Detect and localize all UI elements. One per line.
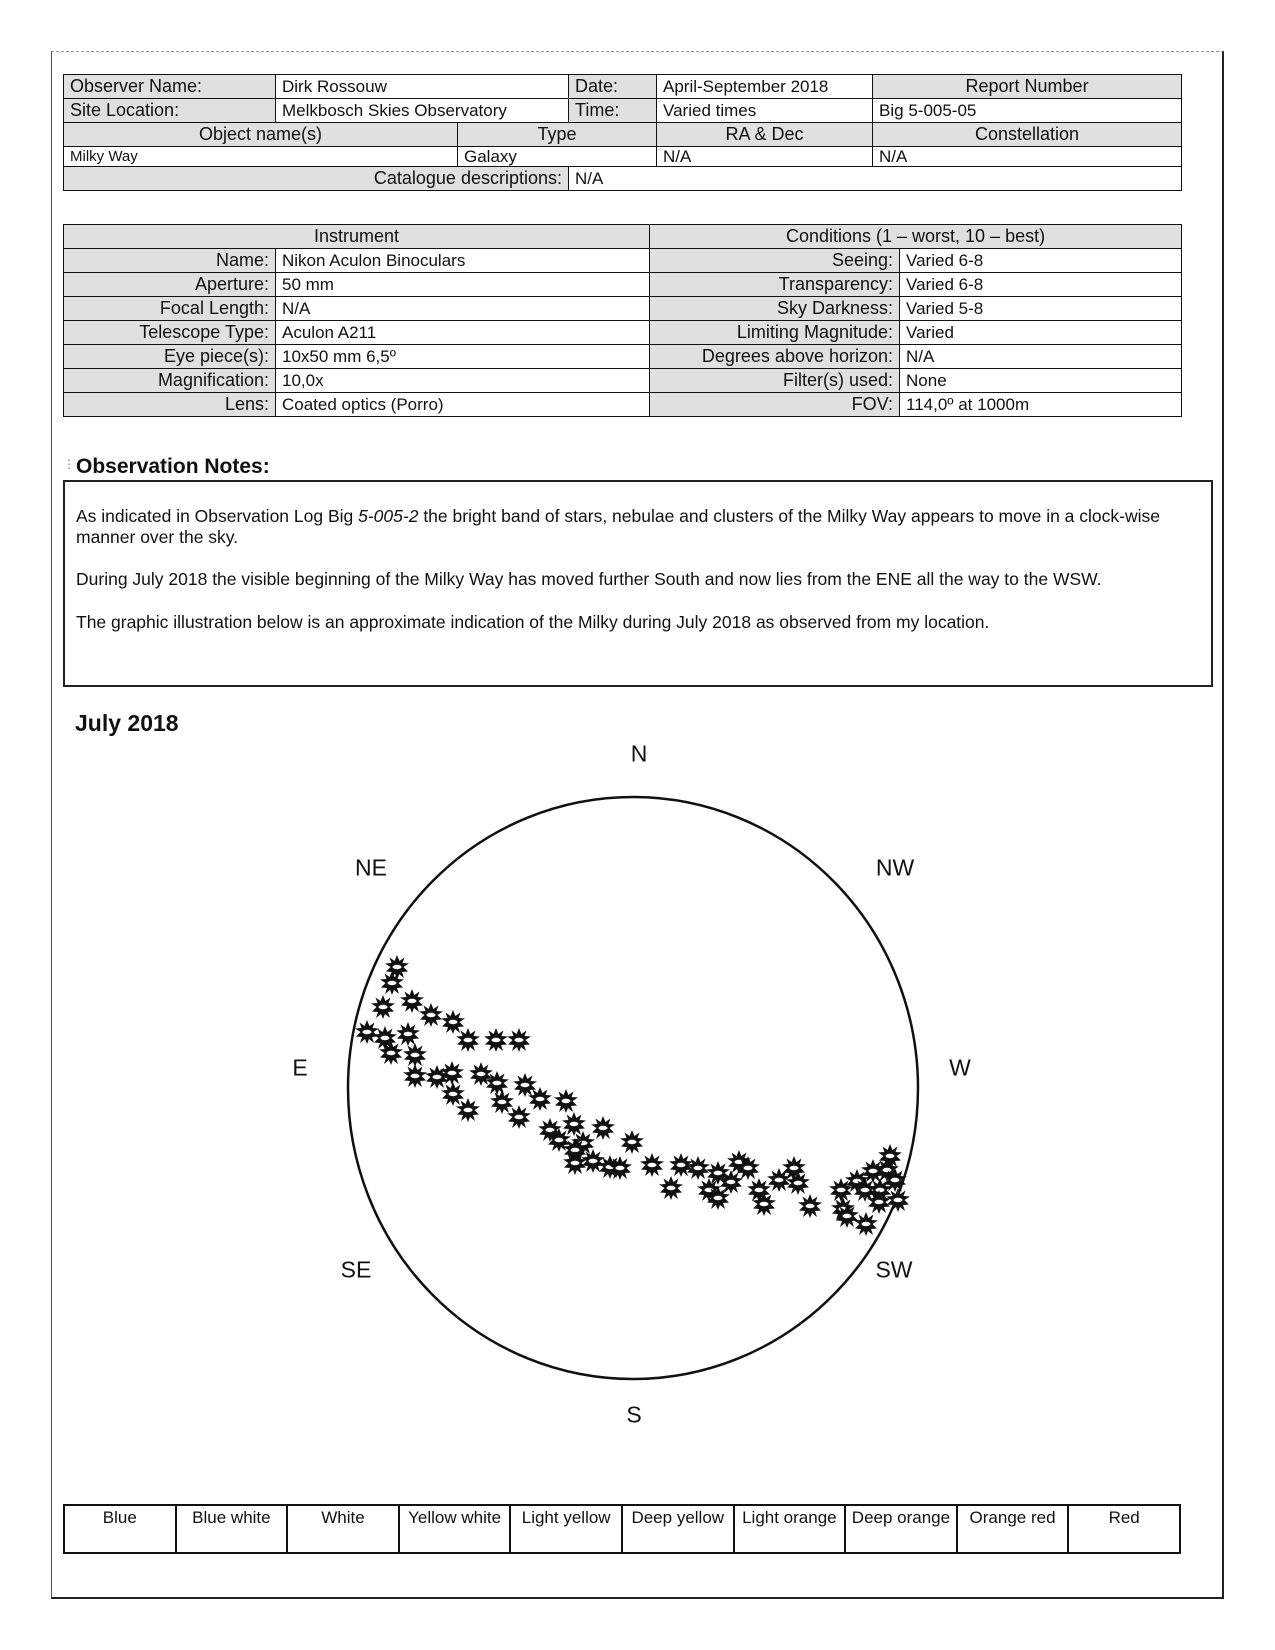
instrument-label: Lens:: [64, 393, 276, 417]
instrument-label: Focal Length:: [64, 297, 276, 321]
condition-value: N/A: [900, 345, 1182, 369]
constellation-header: Constellation: [873, 123, 1182, 147]
instrument-value: Aculon A211: [276, 321, 650, 345]
instrument-label: Name:: [64, 249, 276, 273]
instrument-value: 50 mm: [276, 273, 650, 297]
sky-chart-title: July 2018: [75, 710, 179, 736]
site-location-label: Site Location:: [64, 99, 276, 123]
legend-cell-yellow-white: Yellow white: [399, 1505, 511, 1553]
legend-cell-red: Red: [1068, 1505, 1180, 1553]
report-number-label: Report Number: [873, 75, 1182, 99]
condition-label: Limiting Magnitude:: [650, 321, 900, 345]
date-label: Date:: [569, 75, 657, 99]
direction-label-e: E: [292, 1054, 308, 1081]
type-header: Type: [458, 123, 657, 147]
report-number-value: Big 5-005-05: [873, 99, 1182, 123]
notes-text: the bright band of stars, nebulae and clusters of the Milky Way appears to move in a clock-wise manner over the sky.: [76, 506, 1160, 547]
object-name-header: Object name(s): [64, 123, 458, 147]
condition-label: Degrees above horizon:: [650, 345, 900, 369]
legend-cell-deep-yellow: Deep yellow: [622, 1505, 734, 1553]
condition-value: None: [900, 369, 1182, 393]
object-name-value: Milky Way: [64, 147, 458, 167]
instrument-value: Nikon Aculon Binoculars: [276, 249, 650, 273]
milky-way-band: [355, 955, 910, 1236]
legend-cell-light-yellow: Light yellow: [510, 1505, 622, 1553]
condition-value: 114,0º at 1000m: [900, 393, 1182, 417]
condition-label: Sky Darkness:: [650, 297, 900, 321]
instrument-value: Coated optics (Porro): [276, 393, 650, 417]
instrument-label: Aperture:: [64, 273, 276, 297]
condition-label: FOV:: [650, 393, 900, 417]
instrument-value: 10,0x: [276, 369, 650, 393]
direction-label-w: W: [949, 1054, 971, 1081]
conditions-header: Conditions (1 – worst, 10 – best): [650, 225, 1182, 249]
observation-notes-title-text: Observation Notes:: [76, 455, 270, 478]
direction-label-sw: SW: [875, 1256, 913, 1283]
notes-paragraph: The graphic illustration below is an approximate indication of the Milky during July 2018 as observed from my location.: [76, 612, 990, 632]
time-label: Time:: [569, 99, 657, 123]
condition-label: Transparency:: [650, 273, 900, 297]
condition-label: Filter(s) used:: [650, 369, 900, 393]
star-color-legend: [63, 1504, 1181, 1554]
direction-label-s: S: [626, 1401, 642, 1428]
legend-cell-blue-white: Blue white: [176, 1505, 288, 1553]
time-value: Varied times: [657, 99, 873, 123]
notes-paragraph: During July 2018 the visible beginning of the Milky Way has moved further South and now lies from the ENE all the way to the WSW.: [76, 569, 1102, 589]
direction-label-nw: NW: [875, 854, 915, 881]
legend-cell-white: White: [287, 1505, 399, 1553]
type-value: Galaxy: [458, 147, 657, 167]
condition-value: Varied 5-8: [900, 297, 1182, 321]
instrument-header: Instrument: [64, 225, 650, 249]
ra-dec-value: N/A: [657, 147, 873, 167]
instrument-label: Magnification:: [64, 369, 276, 393]
condition-value: Varied 6-8: [900, 249, 1182, 273]
legend-cell-deep-orange: Deep orange: [845, 1505, 957, 1553]
condition-label: Seeing:: [650, 249, 900, 273]
ra-dec-header: RA & Dec: [657, 123, 873, 147]
site-location-value: Melkbosch Skies Observatory: [276, 99, 569, 123]
legend-cell-orange-red: Orange red: [957, 1505, 1069, 1553]
direction-label-se: SE: [340, 1256, 372, 1283]
date-value: April-September 2018: [657, 75, 873, 99]
anchor-icon: ⋮: [63, 457, 75, 471]
horizon-circle: [348, 797, 918, 1379]
instrument-label: Telescope Type:: [64, 321, 276, 345]
instrument-value: N/A: [276, 297, 650, 321]
observer-name-value: Dirk Rossouw: [276, 75, 569, 99]
log-reference: 5-005-2: [358, 506, 419, 526]
condition-value: Varied: [900, 321, 1182, 345]
catalogue-descriptions-label: Catalogue descriptions:: [64, 167, 569, 191]
direction-label-n: N: [630, 740, 648, 767]
instrument-value: 10x50 mm 6,5º: [276, 345, 650, 369]
constellation-value: N/A: [873, 147, 1182, 167]
notes-text: As indicated in Observation Log Big: [76, 506, 359, 526]
catalogue-descriptions-value: N/A: [569, 167, 1182, 191]
legend-cell-light-orange: Light orange: [734, 1505, 846, 1553]
observer-name-label: Observer Name:: [64, 75, 276, 99]
direction-label-ne: NE: [355, 854, 387, 881]
legend-cell-blue: Blue: [64, 1505, 176, 1553]
instrument-label: Eye piece(s):: [64, 345, 276, 369]
condition-value: Varied 6-8: [900, 273, 1182, 297]
